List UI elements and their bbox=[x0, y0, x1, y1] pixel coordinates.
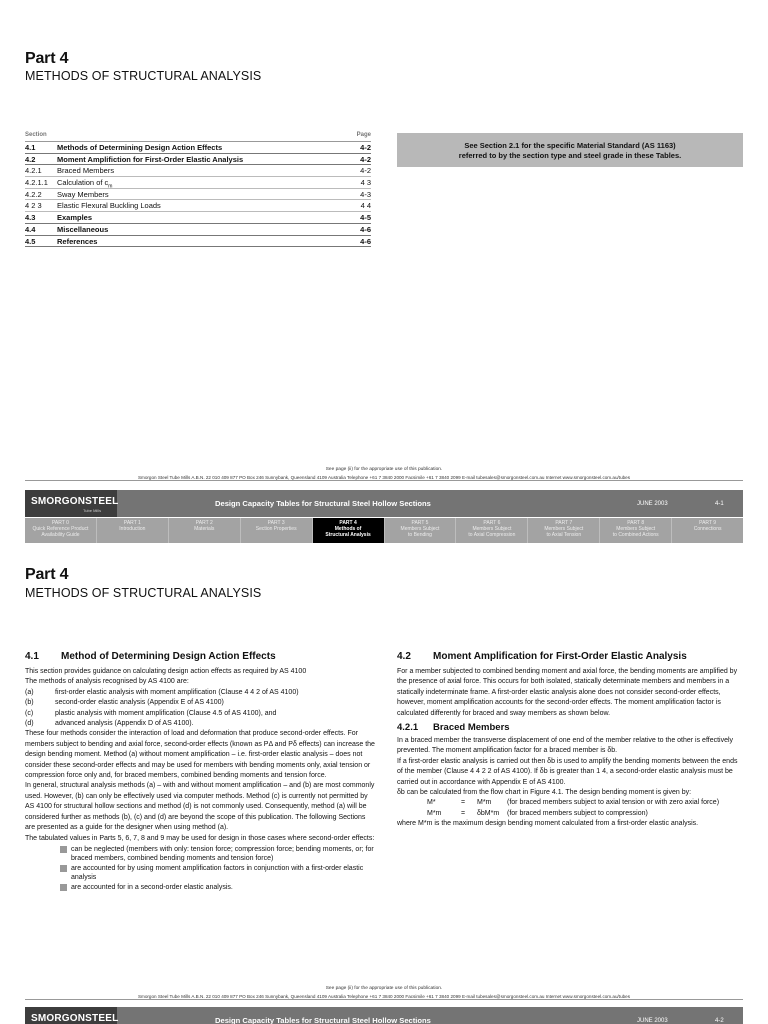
part-tab[interactable]: PART 8 Members Subject to Combined Actions bbox=[600, 518, 672, 543]
part-tab[interactable]: PART 0 Quick Reference Product Availability Guide bbox=[25, 518, 97, 543]
contents-row-page: 4-5 bbox=[360, 213, 371, 223]
contents-row-page: 4-2 bbox=[360, 143, 371, 152]
logo-block bbox=[25, 490, 117, 517]
bullet-arrow-icon bbox=[60, 884, 67, 891]
contents-row-title: Elastic Flexural Buckling Loads bbox=[57, 201, 161, 211]
contents-row-page: 4-2 bbox=[360, 154, 371, 164]
contents-row-page: 4 3 bbox=[360, 178, 371, 188]
part-title: Part 4 bbox=[25, 50, 69, 67]
equation-1: M* = M*m (for braced members subject to axial tension or with zero axial force) bbox=[427, 799, 720, 807]
contents-row-number: 4.4 bbox=[25, 224, 36, 234]
contents-row-title: Braced Members bbox=[57, 166, 115, 176]
publication-date-2: JUNE 2003 bbox=[637, 1018, 668, 1024]
section-4-2-1-heading: 4.2.1 Braced Members bbox=[397, 722, 510, 734]
contents-row bbox=[25, 236, 371, 248]
section-4-1-heading: 4.1 Method of Determining Design Action Effects bbox=[25, 651, 276, 662]
part-tab[interactable]: PART 5 Members Subject to Bending bbox=[385, 518, 457, 543]
page2-part-subtitle: METHODS OF STRUCTURAL ANALYSIS bbox=[25, 586, 262, 600]
part-tabs bbox=[25, 518, 743, 543]
contents-row bbox=[25, 177, 371, 189]
contents-row-page: 4-6 bbox=[360, 236, 371, 246]
section-4-2 bbox=[397, 650, 743, 830]
section-4-2-para: For a member subjected to combined bending moment and axial force, the bending moments are amplified by the presence of axial force. This occurs for both isolated, statically determinate members and members in a statically indeterminate frame. A first-order elastic analysis alone does not consider second-order effects, however, moment amplification accounts for the second-order effects. The moment amplification factor is calculated differently for braced and sway members as shown below. bbox=[397, 668, 738, 717]
publication-title: Design Capacity Tables for Structural Steel Hollow Sections bbox=[215, 499, 431, 508]
section-column-header: Section bbox=[25, 132, 47, 138]
contents-row-number: 4.3 bbox=[25, 213, 36, 223]
bullet-arrow-icon bbox=[60, 846, 67, 853]
equation-2: M*m = δbM*m (for braced members subject to compression) bbox=[427, 809, 648, 817]
publication-date: JUNE 2003 bbox=[637, 501, 668, 507]
smorgon-steel-logo: SMORGONSTEEL bbox=[31, 496, 119, 507]
section-4-1 bbox=[25, 650, 375, 892]
section-4-1-para-5: The tabulated values in Parts 5, 6, 7, 8 and 9 may be used for design in those cases where second-order effects: bbox=[25, 834, 375, 842]
bullet-item: are accounted for in a second-order elastic analysis. bbox=[60, 883, 375, 892]
contents-row-number: 4.2 bbox=[25, 154, 36, 164]
part-subtitle: METHODS OF STRUCTURAL ANALYSIS bbox=[25, 69, 262, 83]
contents-row-title: References bbox=[57, 236, 98, 246]
company-details: Smorgon Steel Tube Mills A.B.N. 22 010 409 877 PO Box 246 Sunnybank, Queensland 4109 Australia Telephone +61 7 3840 2000 Facsimile +61 7 3840 2099 E-mail tubesales@smorgonsteel.com.au Internet www.smorgonsteel.com.au/tubes bbox=[25, 475, 743, 481]
material-note-line-1: See Section 2.1 for the specific Material Standard (AS 1163) bbox=[464, 141, 676, 150]
method-list-item: (b) second-order elastic analysis (Appendix E of AS 4100) bbox=[25, 699, 224, 707]
contents-row-page: 4-3 bbox=[360, 189, 371, 199]
publication-banner bbox=[25, 490, 743, 517]
section-4-1-para-3: These four methods consider the interaction of load and deformation that produce second-order effects. For members subject to bending and axial force, second-order effects (known as PΔ and Pδ effects) can increase the design bending moment. Method (a) without moment amplification – i.e. first-order elastic analysis – does not consider these second-order effects and may be used for members with bending moments only, axial tension or compression force only and, for braced members, combined bending moments and tension force. bbox=[25, 730, 375, 780]
bullet-item: can be neglected (members with only: tension force; compression force; bending moments, or; for braced members, combined bending moments and tension force) bbox=[60, 845, 375, 863]
contents-row-title: Sway Members bbox=[57, 189, 109, 199]
contents-row-number: 4 2 3 bbox=[25, 201, 42, 211]
material-standard-note bbox=[397, 133, 743, 167]
part-tab[interactable]: PART 4 Methods of Structural Analysis bbox=[313, 518, 385, 543]
usage-notice: See page (ii) for the appropriate use of this publication. bbox=[325, 467, 443, 472]
page2-part-title: Part 4 bbox=[25, 566, 69, 583]
contents-row-number: 4.2.1.1 bbox=[25, 178, 48, 188]
part-tab[interactable]: PART 3 Section Properties bbox=[241, 518, 313, 543]
page-column-header: Page bbox=[356, 132, 371, 138]
smorgon-steel-logo-2: SMORGONSTEEL bbox=[31, 1013, 119, 1024]
contents-row-title: Methods of Determining Design Action Effects bbox=[57, 143, 223, 152]
part-tab[interactable]: PART 6 Members Subject to Axial Compression bbox=[456, 518, 528, 543]
contents-header bbox=[25, 132, 371, 142]
section-4-1-intro: This section provides guidance on calculating design action effects as required by AS 4100 bbox=[25, 668, 307, 675]
company-details-2: Smorgon Steel Tube Mills A.B.N. 22 010 409 877 PO Box 246 Sunnybank, Queensland 4109 Australia Telephone +61 7 3840 2000 Facsimile +61 7 3840 2099 E-mail tubesales@smorgonsteel.com.au Internet www.smorgonsteel.com.au/tubes bbox=[25, 994, 743, 1000]
part-tab[interactable]: PART 2 Materials bbox=[169, 518, 241, 543]
contents-row-number: 4.1 bbox=[25, 143, 36, 152]
contents-row bbox=[25, 154, 371, 166]
page-number: 4-1 bbox=[715, 501, 724, 507]
publication-title-2: Design Capacity Tables for Structural Steel Hollow Sections bbox=[215, 1016, 431, 1024]
usage-notice-2: See page (ii) for the appropriate use of this publication. bbox=[325, 986, 443, 991]
logo-block-2 bbox=[25, 1007, 117, 1024]
part-tab[interactable]: PART 1 Introduction bbox=[97, 518, 169, 543]
part-tab[interactable]: PART 7 Members Subject to Axial Tension bbox=[528, 518, 600, 543]
contents-row-number: 4.2.1 bbox=[25, 166, 42, 176]
method-list-item: (c) plastic analysis with moment amplification (Clause 4.5 of AS 4100), and bbox=[25, 709, 277, 717]
contents-row-title: Miscellaneous bbox=[57, 224, 109, 234]
contents-row bbox=[25, 200, 371, 212]
contents-row-number: 4.2.2 bbox=[25, 189, 42, 199]
section-4-2-heading: 4.2 Moment Amplification for First-Order Elastic Analysis bbox=[397, 651, 687, 662]
contents-row-title: Examples bbox=[57, 213, 93, 223]
part-tab[interactable]: PART 9 Connections bbox=[693, 520, 722, 532]
contents-row-title: Moment Amplifiction for First-Order Elastic Analysis bbox=[57, 154, 244, 164]
section-4-2-1-para-2: If a first-order elastic analysis is carried out then δb is used to amplify the bending moments between the ends of the member (Clause 4 4 2 2 of AS 4100). If δb is greater than 1 4, a second-order elastic analysis must be carried out in accordance with Appendix E of AS 4100. bbox=[397, 757, 738, 786]
material-note-line-2: referred to by the section type and steel grade in these Tables. bbox=[458, 151, 682, 160]
bullet-item: are accounted for by using moment amplification factors in conjunction with a first-order elastic analysis bbox=[60, 864, 375, 882]
section-4-2-1-para-4: where M*m is the maximum design bending moment calculated from a first-order elastic analysis. bbox=[397, 820, 699, 828]
contents-row bbox=[25, 142, 371, 154]
page-number-2: 4-2 bbox=[715, 1018, 724, 1024]
method-list-item: (d) advanced analysis (Appendix D of AS 4100). bbox=[25, 720, 194, 728]
contents-row-title: Calculation of $c_m$ bbox=[57, 178, 113, 190]
contents-row bbox=[25, 189, 371, 201]
bullet-arrow-icon bbox=[60, 865, 67, 872]
method-list-item: (a) first-order elastic analysis with moment amplification (Clause 4 4 2 of AS 4100) bbox=[25, 688, 299, 696]
contents-row-page: 4-2 bbox=[360, 166, 371, 176]
contents-row bbox=[25, 212, 371, 224]
logo-tagline: Tube Mills bbox=[83, 508, 102, 513]
section-4-2-1-para-1: In a braced member the transverse displacement of one end of the member relative to the other is effectively prevented. The moment amplification factor for a braced member is δb. bbox=[397, 737, 734, 755]
contents-row-page: 4-6 bbox=[360, 224, 371, 234]
contents-row bbox=[25, 224, 371, 236]
contents-row bbox=[25, 165, 371, 177]
section-4-1-methods-lead: The methods of analysis recognised by AS 4100 are: bbox=[25, 678, 189, 686]
publication-banner-2 bbox=[25, 1007, 743, 1024]
contents-row-page: 4 4 bbox=[360, 201, 371, 211]
section-4-2-1-para-3: δb can be calculated from the flow chart in Figure 4.1. The design bending moment is given by: bbox=[397, 789, 692, 797]
contents-table bbox=[25, 132, 371, 247]
section-4-1-para-4: In general, structural analysis methods (a) – with and without moment amplification – and (b) are most commonly used. However, (b) can only be effectively used via computer methods. Method (c) is currently not permitted by AS 4100 for structural hollow sections and method (d) is not commonly used. Consequently, method (a) will be considered further as methods (b), (c) and (d) are beyond the scope of this publication. The following Sections are presented as a guide for the designer when using method (a). bbox=[25, 782, 375, 832]
contents-row-number: 4.5 bbox=[25, 236, 36, 246]
